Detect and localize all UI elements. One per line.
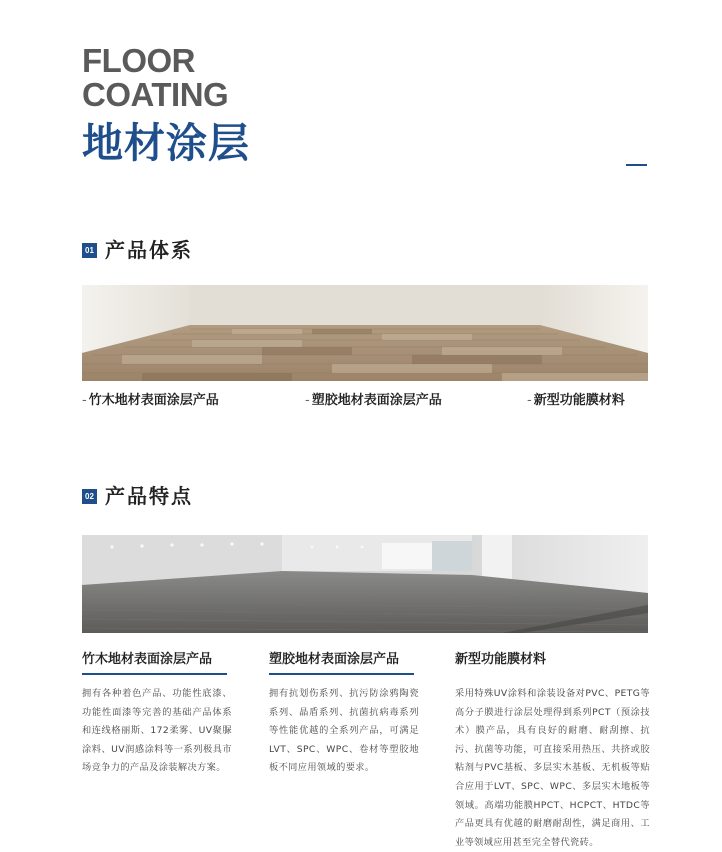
- feature-column-title: 竹木地材表面涂层产品: [82, 651, 227, 675]
- category-item-wood: - 竹木地材表面涂层产品: [82, 393, 219, 408]
- feature-column-body: 拥有各种着色产品、功能性底漆、功能性面漆等完善的基础产品体系和连线格丽斯、172柔雾、UV聚脲涂料、UV润感涂料等一系列极具市场竞争力的产品及涂装解决方案。: [82, 688, 232, 774]
- title-cn: 地材涂层: [82, 119, 250, 167]
- feature-column-title: 新型功能膜材料: [455, 652, 547, 667]
- section1-number-badge: 01: [82, 243, 97, 258]
- section2-title: 产品特点: [105, 484, 193, 508]
- feature-column-title: 塑胶地材表面涂层产品: [269, 651, 414, 675]
- header-accent-line: [626, 164, 647, 166]
- feature-column-body: 采用特殊UV涂料和涂装设备对PVC、PETG等高分子膜进行涂层处理得到系列PCT（预涂技术）膜产品，具有良好的耐磨、耐刮擦、抗污、抗菌等功能，可直接采用热压、共挤或胶粘剂与PVC基板、多层实木基板、无机板等贴合应用于LVT、SPC、WPC、多层实木地板等领域。高端功能膜HPCT、HCPCT、HTDC等产品更具有优越的耐磨耐刮性，满足商用、工业等领域应用甚至完全替代瓷砖。: [455, 688, 650, 848]
- title-en-line1: FLOOR: [82, 42, 195, 79]
- wood-floor-room-image: [82, 285, 648, 381]
- feature-column-film: [455, 648, 650, 852]
- category-item-plastic: - 塑胶地材表面涂层产品: [305, 393, 442, 408]
- section1-title: 产品体系: [105, 238, 193, 262]
- feature-column-wood: [82, 648, 232, 778]
- title-en-line2: COATING: [82, 76, 229, 113]
- gray-floor-hall-image: [82, 535, 648, 633]
- feature-column-body: 拥有抗划伤系列、抗污防涂鸦陶瓷系列、晶盾系列、抗菌抗病毒系列等性能优越的全系列产品，可满足LVT、SPC、WPC、卷材等塑胶地板不同应用领域的要求。: [269, 688, 419, 774]
- feature-column-plastic: [269, 648, 419, 778]
- category-item-film: - 新型功能膜材料: [527, 393, 625, 408]
- section2-number-badge: 02: [82, 489, 97, 504]
